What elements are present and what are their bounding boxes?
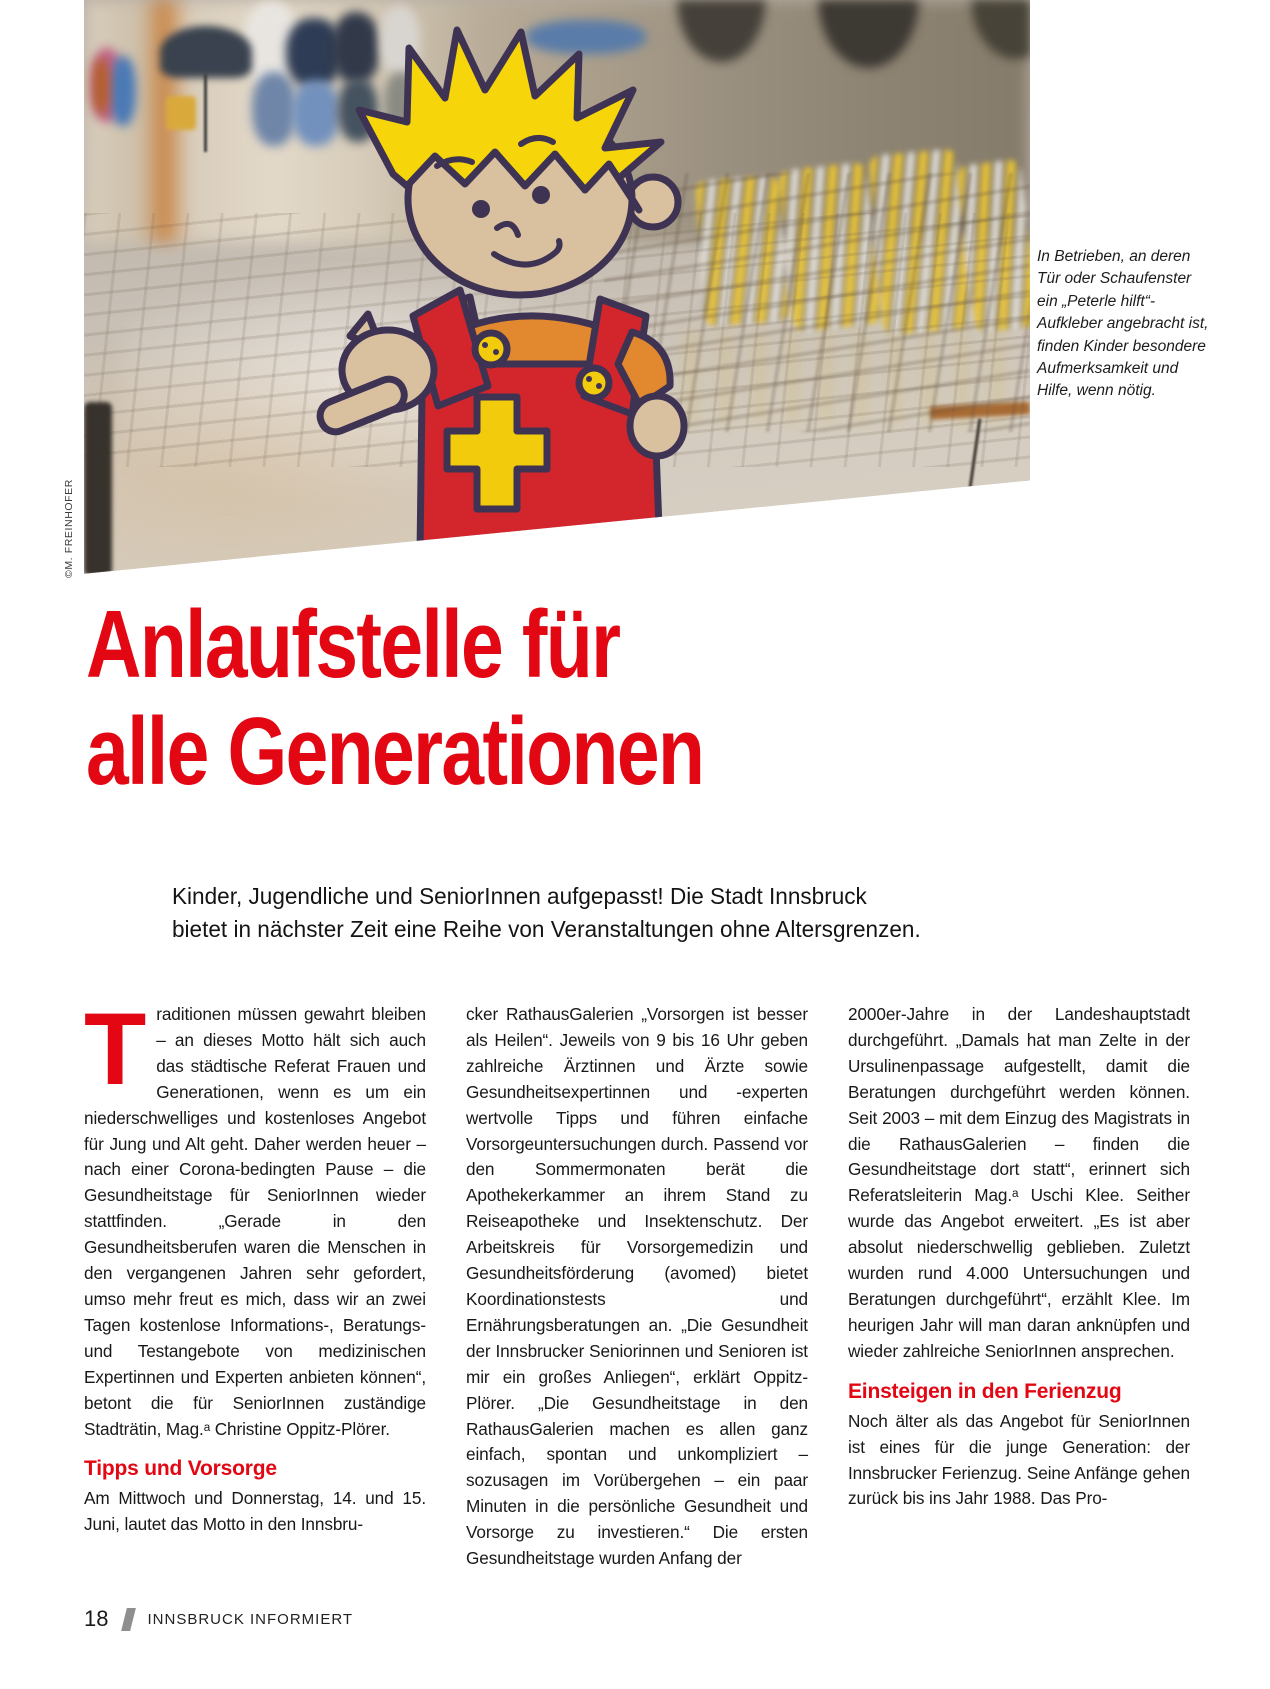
peterle-mascot-cutout [280,14,700,554]
page-footer [84,1606,353,1632]
standfirst-line2: bietet in nächster Zeit eine Reihe von Veranstaltungen ohne Altersgrenzen. [172,916,921,942]
paragraph-text: Noch älter als das Angebot für SeniorInnen ist eines für die junge Generation: der Innsbrucker Ferienzug. Seine Anfänge gehen zurück bis ins Jahr 1988. Das Pro- [848,1410,1190,1509]
photo-caption: In Betrieben, an deren Tür oder Schaufenster ein „Peterle hilft“-Aufkleber angebracht ist, finden Kinder besondere Aufmerksamkeit und Hilfe, wenn nötig. [1037,248,1209,400]
header-photo [84,0,1030,576]
paragraph-intro [84,992,426,1442]
standfirst-line1: Kinder, Jugendliche und SeniorInnen aufgepasst! Die Stadt Innsbruck [172,883,867,909]
section-heading-einsteigen-in-den-ferienzug: Einsteigen in den Ferienzug [848,1379,1122,1403]
magazine-name: INNSBRUCK INFORMIERT [147,1610,354,1628]
pedestrian-blob [110,56,136,126]
footer-divider-bar [122,1608,137,1631]
headline-line2: alle Generationen [86,698,704,805]
photo-credit: ©M. FREINHOFER [63,479,75,578]
article-headline [86,591,703,805]
paragraph-text: 2000er-Jahre in der Landeshauptstadt durchgeführt. „Damals hat man Zelte in der Ursulinenpassage aufgestellt, damit die Beratungen durchgeführt werden können. Seit 2003 – mit dem Einzug des Magistrats in die RathausGalerien – finden die Gesundheitstage dort statt“, erinnert sich Referatsleiterin Mag.ᵃ Uschi Klee. Seither wurde das Angebot erweitert. „Es ist aber absolut niederschwellig geblieben. Zuletzt wurden rund 4.000 Untersuchungen und Beratungen durchgeführt“, erzählt Klee. Im heurigen Jahr will man daran anknüpfen und wieder zahlreiche SeniorInnen ansprechen. [848,1004,1190,1361]
column-1 [84,992,426,1572]
section-heading-tipps-und-vorsorge: Tipps und Vorsorge [84,1457,277,1481]
pedestrian-blob [93,58,109,114]
market-umbrella [160,26,252,78]
yellow-stool [166,96,196,130]
umbrella-pole [204,74,207,152]
article-standfirst [172,880,921,946]
article-body [84,992,1190,1572]
dropcap-t: T [84,992,147,1106]
column-3 [848,1002,1190,1572]
column-2 [466,1002,808,1572]
paragraph-text: Am Mittwoch und Donnerstag, 14. und 15. Juni, lautet das Motto in den Innsbru- [84,1488,426,1535]
headline-line1: Anlaufstelle für [86,591,620,698]
dark-pillar [84,402,112,576]
paragraph-text: cker RathausGalerien „Vorsorgen ist besser als Heilen“. Jeweils von 9 bis 16 Uhr geben zahlreiche Ärztinnen und Ärzte sowie Gesundheitsexpertinnen und -experten wertvolle Tipps und führen einfache Vorsorgeuntersuchungen durch. Passend vor den Sommermonaten berät die Apothekerkammer an ihrem Stand zu Reiseapotheke und Insektenschutz. Der Arbeitskreis für Vorsorgemedizin und Gesundheitsförderung (avomed) bietet Koordinationstests und Ernährungsberatungen an. „Die Gesundheit der Innsbrucker Seniorinnen und Senioren ist mir ein großes Anliegen“, erklärt Oppitz-Plörer. „Die Gesundheitstage in den RathausGalerien machen es allen ganz einfach, spontan und unkompliziert – sozusagen im Vorübergehen – ein paar Minuten in die persönliche Gesundheit und Vorsorge zu investieren.“ Die ersten Gesundheitstage wurden Anfang der [466,1004,808,1569]
page-number: 18 [84,1606,109,1631]
paragraph-text: raditionen müssen gewahrt bleiben – an dieses Motto hält sich auch das städtische Referat Frauen und Generationen, wenn es um ein niederschwelliges und kostenloses Angebot für Jung und Alt geht. Daher werden heuer – nach einer Corona-bedingten Pause – die Gesundheitstage für SeniorInnen wieder stattfinden. „Gerade in den Gesundheitsberufen waren die Menschen in den vergangenen Jahren sehr gefordert, umso mehr freut es mich, dass wir an zwei Tagen kostenlose Informations-, Beratungs- und Testangebote von medizinischen Expertinnen und Experten anbieten können“, betont die für SeniorInnen zuständige Stadträtin, Mag.ᵃ Christine Oppitz-Plörer. [84,1004,426,1439]
